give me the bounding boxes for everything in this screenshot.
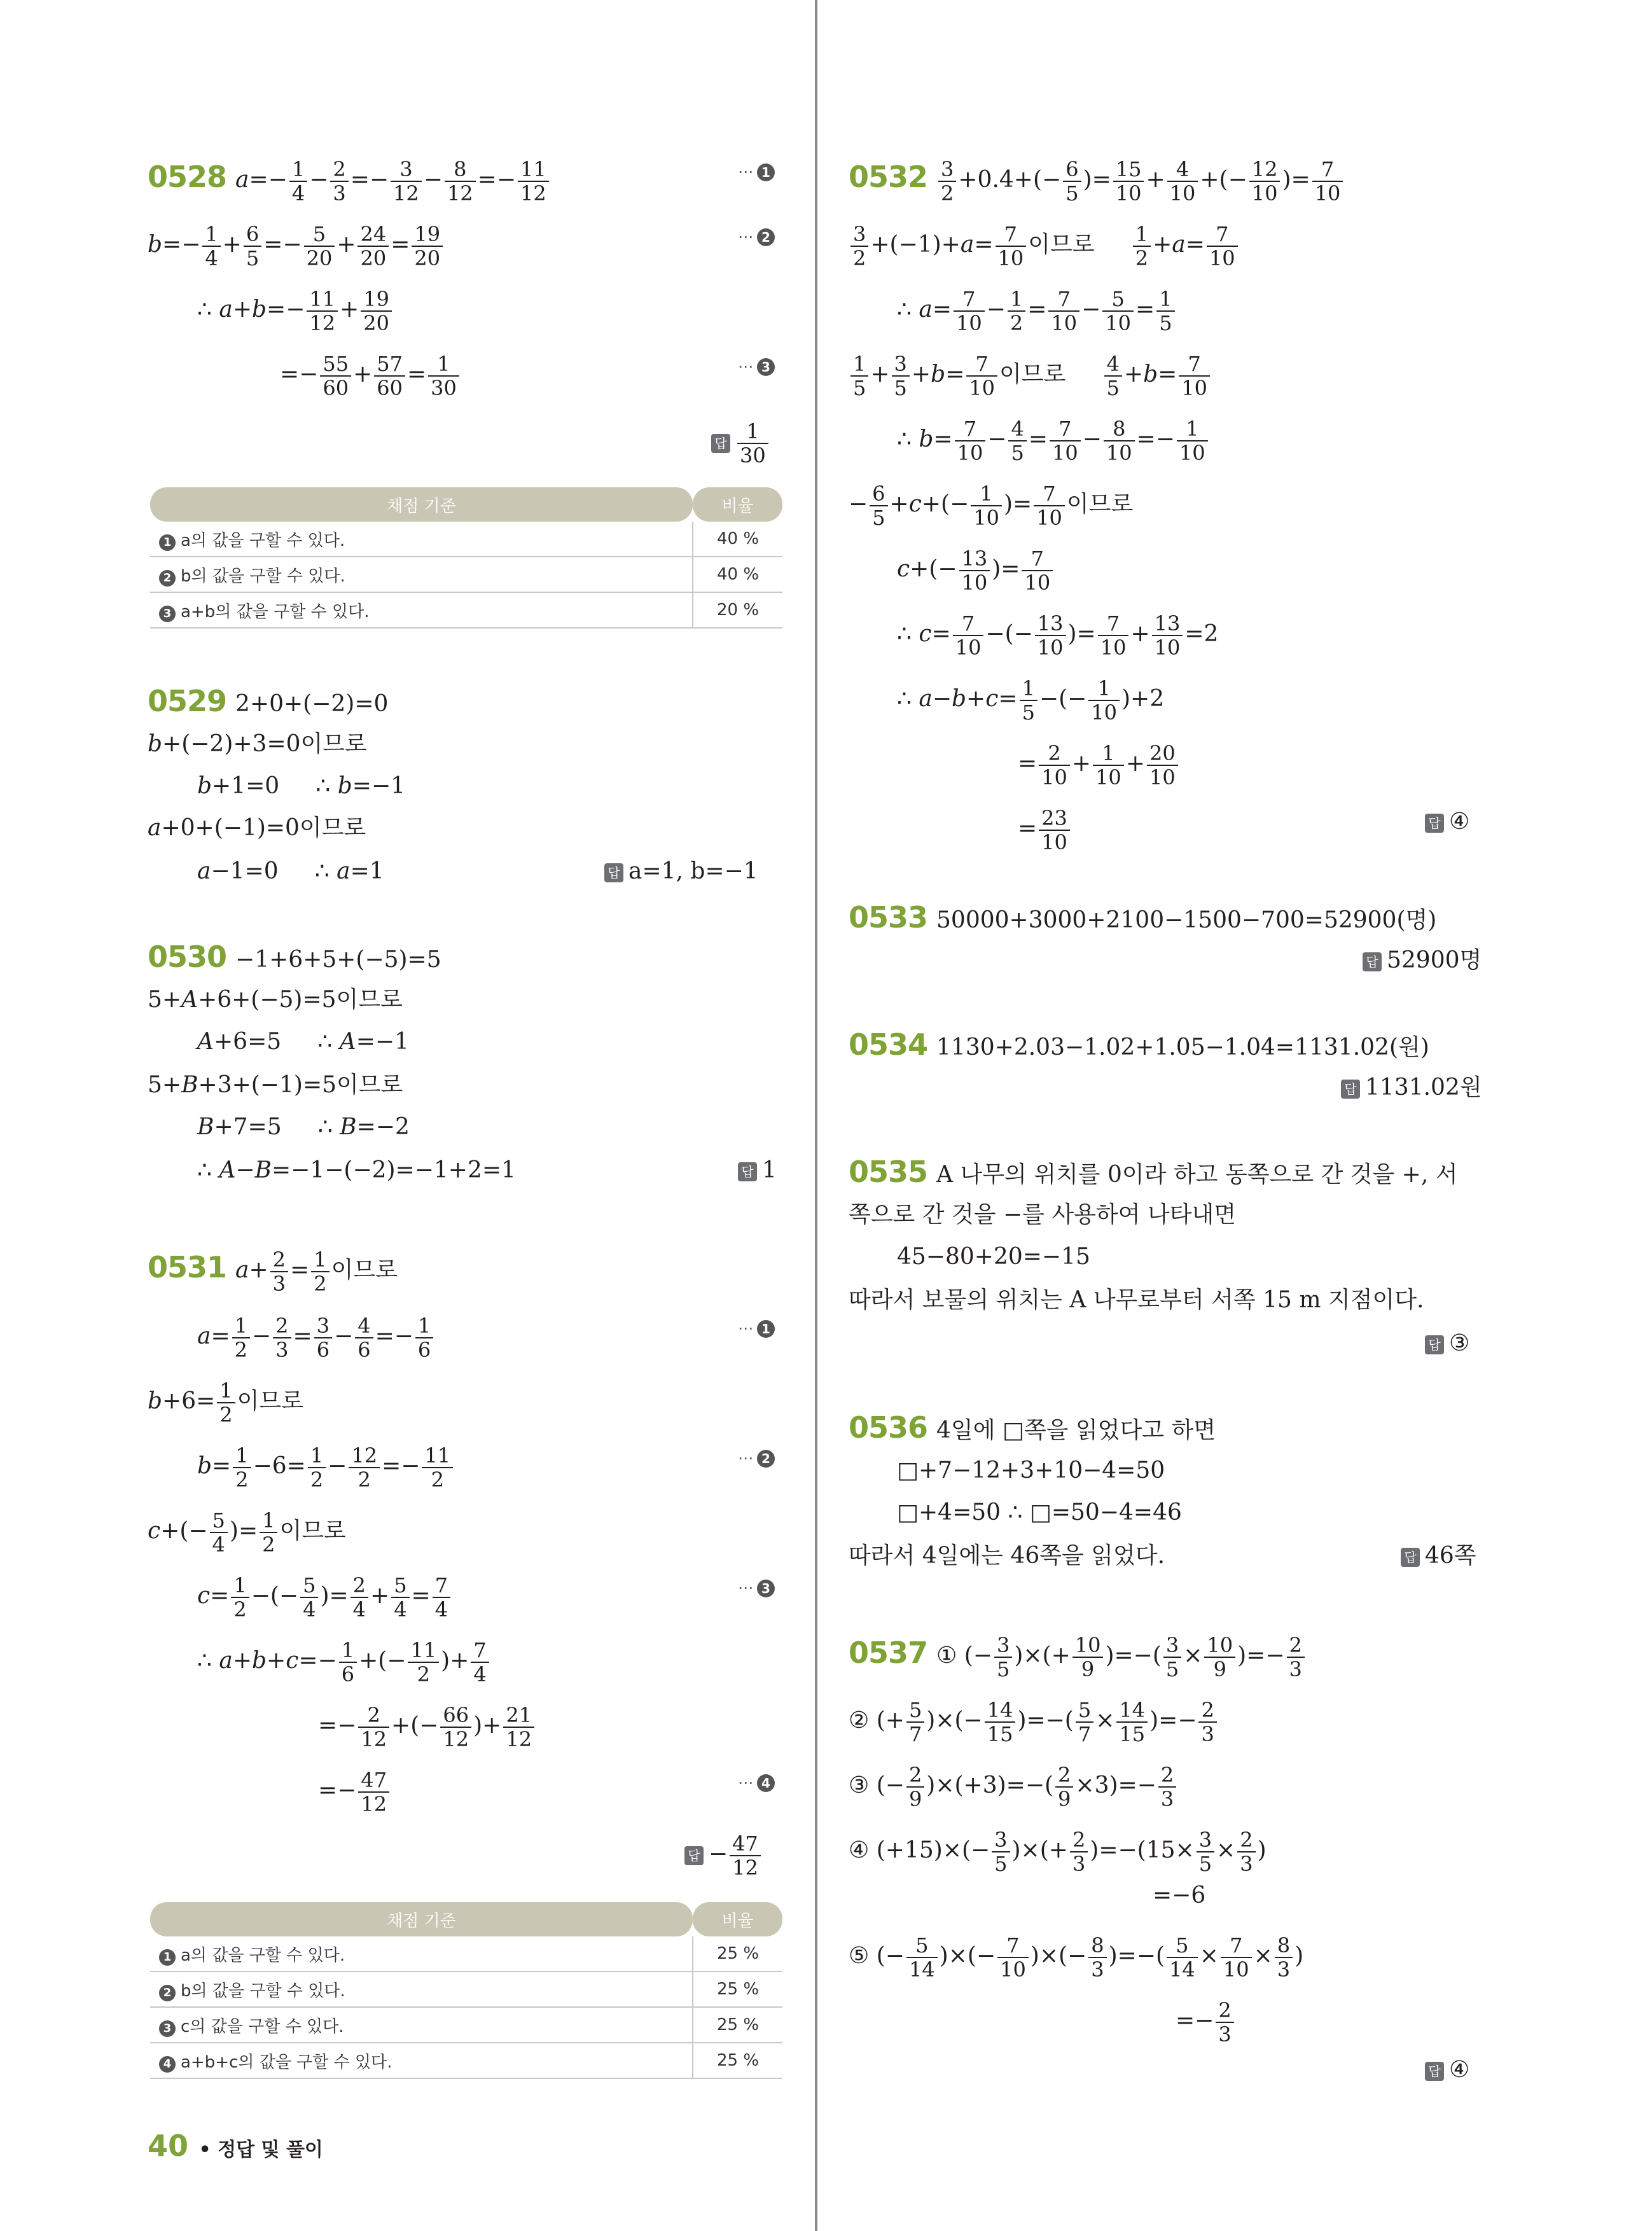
p0531-answer: 답 − $\frac{47}{12}$ <box>684 1832 763 1879</box>
p0531-line-8: =− $\frac{2}{12}$ +(− $\frac{66}{12}$ )+ $\frac{21}{12}$ <box>318 1704 536 1751</box>
p0532-number: 0532 <box>849 160 928 194</box>
step-marker-3: ⋯ 3 <box>738 1579 775 1597</box>
p0532-line-9: ∴ a−b+c= $\frac{1}{5}$ −(− $\frac{1}{10}$ )+2 <box>897 676 1165 725</box>
p0532-line-4: $\frac{1}{5}$ + $\frac{3}{5}$ +b= $\frac{7}{10}$ 이므로 $\frac{4}{5}$ +b= $\frac{7}{10}$ <box>849 352 1212 400</box>
answer-icon: 답 <box>1425 1335 1444 1354</box>
p0533-answer: 답 52900명 <box>1363 947 1482 975</box>
p0528-line-4: =− $\frac{55}{60}$ + $\frac{57}{60}$ = $\frac{1}{30}$ <box>280 352 461 400</box>
p0531-line-4: b= $\frac{1}{2}$ −6= $\frac{1}{2}$ − $\frac{12}{2}$ =− $\frac{11}{2}$ <box>197 1444 455 1491</box>
criteria-row: 3 c의 값을 구할 수 있다. 25 % <box>150 2007 782 2043</box>
p0530-line-1: 0530 −1+6+5+(−5)=5 <box>148 940 441 974</box>
p0537-line-6: ⑤ (− $\frac{5}{14}$ )×(− $\frac{7}{10}$ )×(− $\frac{8}{3}$ )=−( $\frac{5}{14}$ × $\frac{7}{10}$ × $\frac{8}{3}$ ) <box>849 1933 1304 1982</box>
p0530-line-6: ∴ A−B=−1−(−2)=−1+2=1 <box>197 1157 516 1183</box>
p0531-line-6: c= $\frac{1}{2}$ −(− $\frac{5}{4}$ )= $\frac{2}{4}$ + $\frac{5}{4}$ = $\frac{7}{4}$ <box>197 1574 452 1621</box>
answer-icon: 답 <box>684 1846 704 1865</box>
answer-icon: 답 <box>604 863 623 882</box>
p0535-answer: 답 ③ <box>1425 1330 1469 1358</box>
p0532-line-2: $\frac{3}{2}$ +(−1)+a= $\frac{7}{10}$ 이므로 $\frac{1}{2}$ +a= $\frac{7}{10}$ <box>849 223 1240 270</box>
p0531-line-3: b+6= $\frac{1}{2}$ 이므로 <box>148 1379 303 1427</box>
criteria-row: 2 b의 값을 구할 수 있다. 40 % <box>150 557 782 592</box>
p0528-line-2: b=− $\frac{1}{4}$ + $\frac{6}{5}$ =− $\frac{5}{20}$ + $\frac{24}{20}$ = $\frac{19}{20}$ <box>148 223 445 270</box>
p0528-number: 0528 <box>148 160 227 194</box>
answer-icon: 답 <box>1425 814 1444 833</box>
p0530-number: 0530 <box>148 940 227 974</box>
criteria-row: 1 a의 값을 구할 수 있다. 25 % <box>150 1936 782 1971</box>
answer-icon: 답 <box>1401 1548 1420 1567</box>
p0535-line-3: 45−80+20=−15 <box>897 1244 1090 1270</box>
step-marker-1: ⋯ 1 <box>738 163 775 181</box>
p0530-line-5: B+7=5 ∴ B=−2 <box>197 1114 410 1140</box>
p0529-number: 0529 <box>148 684 227 718</box>
page-number: 40 <box>148 2129 189 2163</box>
criteria-row: 4 a+b+c의 값을 구할 수 있다. 25 % <box>150 2043 782 2078</box>
answer-icon: 답 <box>1425 2062 1444 2081</box>
p0533-line-1: 0533 50000+3000+2100−1500−700=52900(명) <box>849 900 1437 935</box>
footer-label: 정답 및 풀이 <box>218 2139 323 2161</box>
criteria-row: 1 a의 값을 구할 수 있다. 40 % <box>150 522 782 557</box>
p0529-line-5: a−1=0 ∴ a=1 <box>197 858 384 884</box>
p0537-line-2: ② (+ $\frac{5}{7}$ )×(− $\frac{14}{15}$ )=−( $\frac{5}{7}$ × $\frac{14}{15}$ )=− $\frac{2}{3}$ <box>849 1699 1219 1746</box>
answer-icon: 답 <box>711 434 730 453</box>
p0530-line-3: A+6=5 ∴ A=−1 <box>197 1029 409 1055</box>
p0536-line-2: □+7−12+3+10−4=50 <box>897 1457 1165 1484</box>
ratio-header: 비율 <box>693 487 782 522</box>
p0535-line-4: 따라서 보물의 위치는 A 나무로부터 서쪽 15 m 지점이다. <box>849 1287 1424 1313</box>
answer-icon: 답 <box>1363 952 1382 971</box>
column-divider <box>815 0 817 2231</box>
p0528-criteria-table <box>150 487 782 629</box>
p0528-line-1: 0528 a=− $\frac{1}{4}$ − $\frac{2}{3}$ =− $\frac{3}{12}$ − $\frac{8}{12}$ =− $\frac{11}{12}$ <box>148 158 551 205</box>
p0532-line-7: c+(− $\frac{13}{10}$ )= $\frac{7}{10}$ <box>897 547 1055 594</box>
p0532-line-11: = $\frac{23}{10}$ <box>1018 807 1072 854</box>
answer-icon: 답 <box>1341 1080 1360 1099</box>
p0529-line-4: a+0+(−1)=0이므로 <box>148 815 366 841</box>
p0531-line-1: 0531 a+ $\frac{2}{3}$ = $\frac{1}{2}$ 이므로 <box>148 1248 398 1296</box>
p0537-line-1: 0537 ① (− $\frac{3}{5}$ )×(+ $\frac{10}{9}$ )=−( $\frac{3}{5}$ × $\frac{10}{9}$ )=− $\frac{2}{3}$ <box>849 1634 1307 1681</box>
p0535-line-1: 0535 A 나무의 위치를 0이라 하고 동쪽으로 간 것을 +, 서 <box>849 1155 1458 1189</box>
step-marker-4: ⋯ 4 <box>738 1774 775 1792</box>
p0533-number: 0533 <box>849 900 928 935</box>
step-marker-2: ⋯ 2 <box>738 228 775 246</box>
p0536-answer: 답 46쪽 <box>1401 1542 1476 1570</box>
p0531-line-7: ∴ a+b+c=− $\frac{1}{6}$ +(− $\frac{11}{2}$ )+ $\frac{7}{4}$ <box>197 1639 491 1686</box>
p0534-line-1: 0534 1130+2.03−1.02+1.05−1.04=1131.02(원) <box>849 1027 1429 1062</box>
p0529-answer: 답 a=1, b=−1 <box>604 858 758 886</box>
p0531-line-9: =− $\frac{47}{12}$ <box>318 1769 391 1816</box>
criteria-row: 3 a+b의 값을 구할 수 있다. 20 % <box>150 592 782 628</box>
p0529-line-1: 0529 2+0+(−2)=0 <box>148 684 389 718</box>
p0530-line-2: 5+A+6+(−5)=5이므로 <box>148 987 403 1013</box>
p0532-line-3: ∴ a= $\frac{7}{10}$ − $\frac{1}{2}$ = $\frac{7}{10}$ − $\frac{5}{10}$ = $\frac{1}{5}$ <box>897 288 1177 335</box>
criteria-header: 채점 기준 <box>150 1902 693 1936</box>
p0537-line-5: =−6 <box>1153 1882 1206 1908</box>
p0530-line-4: 5+B+3+(−1)=5이므로 <box>148 1072 403 1098</box>
page-footer: 40 • 정답 및 풀이 <box>148 2129 323 2163</box>
p0535-number: 0535 <box>849 1155 928 1189</box>
p0534-number: 0534 <box>849 1027 928 1062</box>
step-marker-1: ⋯ 1 <box>738 1319 775 1338</box>
p0530-answer: 답 1 <box>738 1157 777 1185</box>
p0528-line-3: ∴ a+b=− $\frac{11}{12}$ + $\frac{19}{20}$ <box>197 288 394 335</box>
p0537-line-4: ④ (+15)×(− $\frac{3}{5}$ )×(+ $\frac{2}{3}$ )=−(15× $\frac{3}{5}$ × $\frac{2}{3}$ ) <box>849 1828 1267 1876</box>
p0536-line-4: 따라서 4일에는 46쪽을 읽었다. <box>849 1543 1165 1569</box>
criteria-row: 2 b의 값을 구할 수 있다. 25 % <box>150 1971 782 2007</box>
step-marker-2: ⋯ 2 <box>738 1449 775 1468</box>
p0534-answer: 답 1131.02원 <box>1341 1074 1482 1102</box>
p0536-line-1: 0536 4일에 □쪽을 읽었다고 하면 <box>849 1410 1216 1445</box>
criteria-header: 채점 기준 <box>150 487 693 522</box>
p0536-line-3: □+4=50 ∴ □=50−4=46 <box>897 1499 1182 1526</box>
p0532-line-6: − $\frac{6}{5}$ +c+(− $\frac{1}{10}$ )= $\frac{7}{10}$ 이므로 <box>849 482 1134 530</box>
p0529-line-3: b+1=0 ∴ b=−1 <box>197 773 406 799</box>
p0531-criteria-table <box>150 1902 782 2079</box>
p0535-line-2: 쪽으로 간 것을 −를 사용하여 나타내면 <box>849 1202 1237 1228</box>
p0536-number: 0536 <box>849 1410 928 1445</box>
p0537-answer: 답 ④ <box>1425 2056 1469 2084</box>
p0531-line-5: c+(− $\frac{5}{4}$ )= $\frac{1}{2}$ 이므로 <box>148 1508 346 1557</box>
answer-icon: 답 <box>738 1162 757 1181</box>
p0537-number: 0537 <box>849 1636 928 1670</box>
p0532-line-5: ∴ b= $\frac{7}{10}$ − $\frac{4}{5}$ = $\frac{7}{10}$ − $\frac{8}{10}$ =− $\frac{1}{10}$ <box>897 417 1210 464</box>
p0531-number: 0531 <box>148 1250 227 1284</box>
p0532-line-10: = $\frac{2}{10}$ + $\frac{1}{10}$ + $\frac{20}{10}$ <box>1018 742 1180 789</box>
p0529-line-2: b+(−2)+3=0이므로 <box>148 731 367 757</box>
p0531-line-2: a= $\frac{1}{2}$ − $\frac{2}{3}$ = $\frac{3}{6}$ − $\frac{4}{6}$ =− $\frac{1}{6}$ <box>197 1314 435 1361</box>
p0532-answer: 답 ④ <box>1425 808 1469 836</box>
ratio-header: 비율 <box>693 1902 782 1936</box>
p0532-line-8: ∴ c= $\frac{7}{10}$ −(− $\frac{13}{10}$ )= $\frac{7}{10}$ + $\frac{13}{10}$ =2 <box>897 611 1219 660</box>
p0528-answer: 답 $\frac{1}{30}$ <box>711 420 770 467</box>
step-marker-3: ⋯ 3 <box>738 358 775 376</box>
p0537-line-3: ③ (− $\frac{2}{9}$ )×(+3)=−( $\frac{2}{9}$ ×3)=− $\frac{2}{3}$ <box>849 1763 1178 1811</box>
p0532-line-1: 0532 $\frac{3}{2}$ +0.4+(− $\frac{6}{5}$ )= $\frac{15}{10}$ + $\frac{4}{10}$ +(− $\frac{12}{10}$ )= $\frac{7}{10}$ <box>849 158 1345 205</box>
p0537-line-7: =− $\frac{2}{3}$ <box>1176 1999 1236 2046</box>
